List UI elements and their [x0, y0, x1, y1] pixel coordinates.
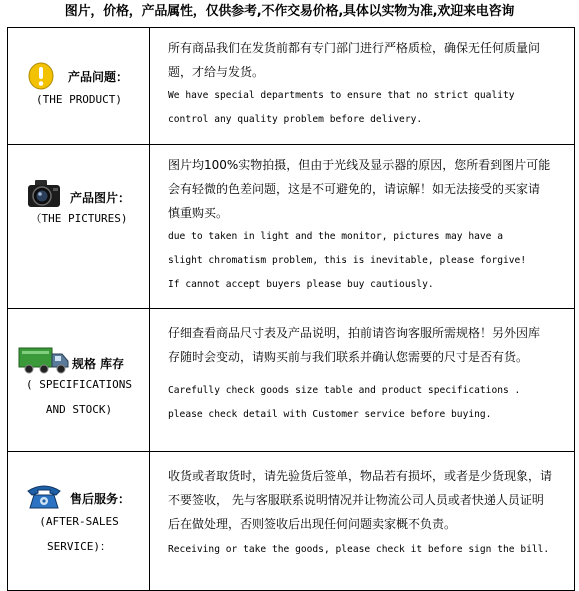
desc-cn-line: 所有商品我们在发货前都有专门部门进行严格质检，确保无任何质量问: [168, 41, 541, 55]
desc-en-line: due to taken in light and the monitor, pictures may have a: [168, 231, 504, 242]
row-after-sales-heading: [8, 452, 150, 590]
desc-en-line: control any quality problem before delivery.: [168, 114, 423, 125]
title-cn: 产品问题：: [68, 70, 129, 84]
row-product-heading: [8, 28, 150, 144]
title-cn: 产品图片：: [70, 191, 131, 205]
desc-en-line: Carefully check goods size table and product specifications .: [168, 385, 521, 396]
desc-en-line: Receiving or take the goods, please check it before sign the bill.: [168, 544, 550, 555]
page-header: 图片，价格，产品属性，仅供参考,不作交易价格,具体以实物为准,欢迎来电咨询: [64, 4, 515, 19]
telephone-icon: [26, 482, 62, 510]
desc-cn-line: 收货或者取货时，请先验货后签单，物品若有损坏，或者是少货现象，请: [168, 469, 553, 483]
title-en: AND STOCK): [45, 403, 113, 416]
desc-cn-line: 仔细查看商品尺寸表及产品说明，拍前请咨询客服所需规格！另外因库: [168, 326, 541, 340]
desc-cn-line: 题，才给与发货。: [168, 65, 265, 79]
desc-cn-line: 不要签收， 先与客服联系说明情况并让物流公司人员或者快递人员证明: [168, 493, 544, 507]
desc-cn-line: 慎重购买。: [168, 206, 229, 220]
title-en: ( SPECIFICATIONS: [26, 378, 132, 391]
row-pictures: [8, 145, 574, 309]
desc-cn-line: 后在做处理，否则签收后出现任何问题卖家概不负责。: [168, 517, 457, 531]
title-en: (THE PRODUCT): [35, 93, 123, 106]
truck-icon: [18, 345, 70, 375]
row-product-description: [150, 28, 574, 144]
title-cn: 售后服务：: [70, 492, 131, 506]
desc-cn-line: 存随时会变动，请购买前与我们联系并确认您需要的尺寸是否有货。: [168, 350, 529, 364]
desc-en-line: please check detail with Customer service before buying.: [168, 409, 492, 420]
row-after-sales: [8, 452, 574, 590]
info-table: [7, 27, 575, 591]
desc-en-line: If cannot accept buyers please buy cautiously.: [168, 279, 434, 290]
camera-icon: [26, 178, 62, 210]
title-en: (AFTER-SALES: [39, 515, 119, 528]
desc-en-line: slight chromatism problem, this is inevitable, please forgive!: [168, 255, 527, 266]
row-after-sales-description: [150, 452, 574, 590]
desc-en-line: We have special departments to ensure that no strict quality: [168, 90, 515, 101]
row-pictures-heading: [8, 145, 150, 308]
row-specifications-heading: [8, 309, 150, 451]
row-product: [8, 28, 574, 145]
title-en: SERVICE)：: [47, 540, 111, 553]
title-cn: 规格 库存: [72, 357, 125, 371]
title-en: （THE PICTURES): [30, 212, 128, 225]
row-specifications: [8, 309, 574, 452]
row-pictures-description: [150, 145, 574, 308]
desc-cn-line: 图片均100%实物拍摄，但由于光线及显示器的原因，您所看到图片可能: [168, 158, 551, 172]
exclamation-icon: [28, 62, 54, 90]
row-specifications-description: [150, 309, 574, 451]
desc-cn-line: 会有轻微的色差问题，这是不可避免的，请谅解！如无法接受的买家请: [168, 182, 541, 196]
